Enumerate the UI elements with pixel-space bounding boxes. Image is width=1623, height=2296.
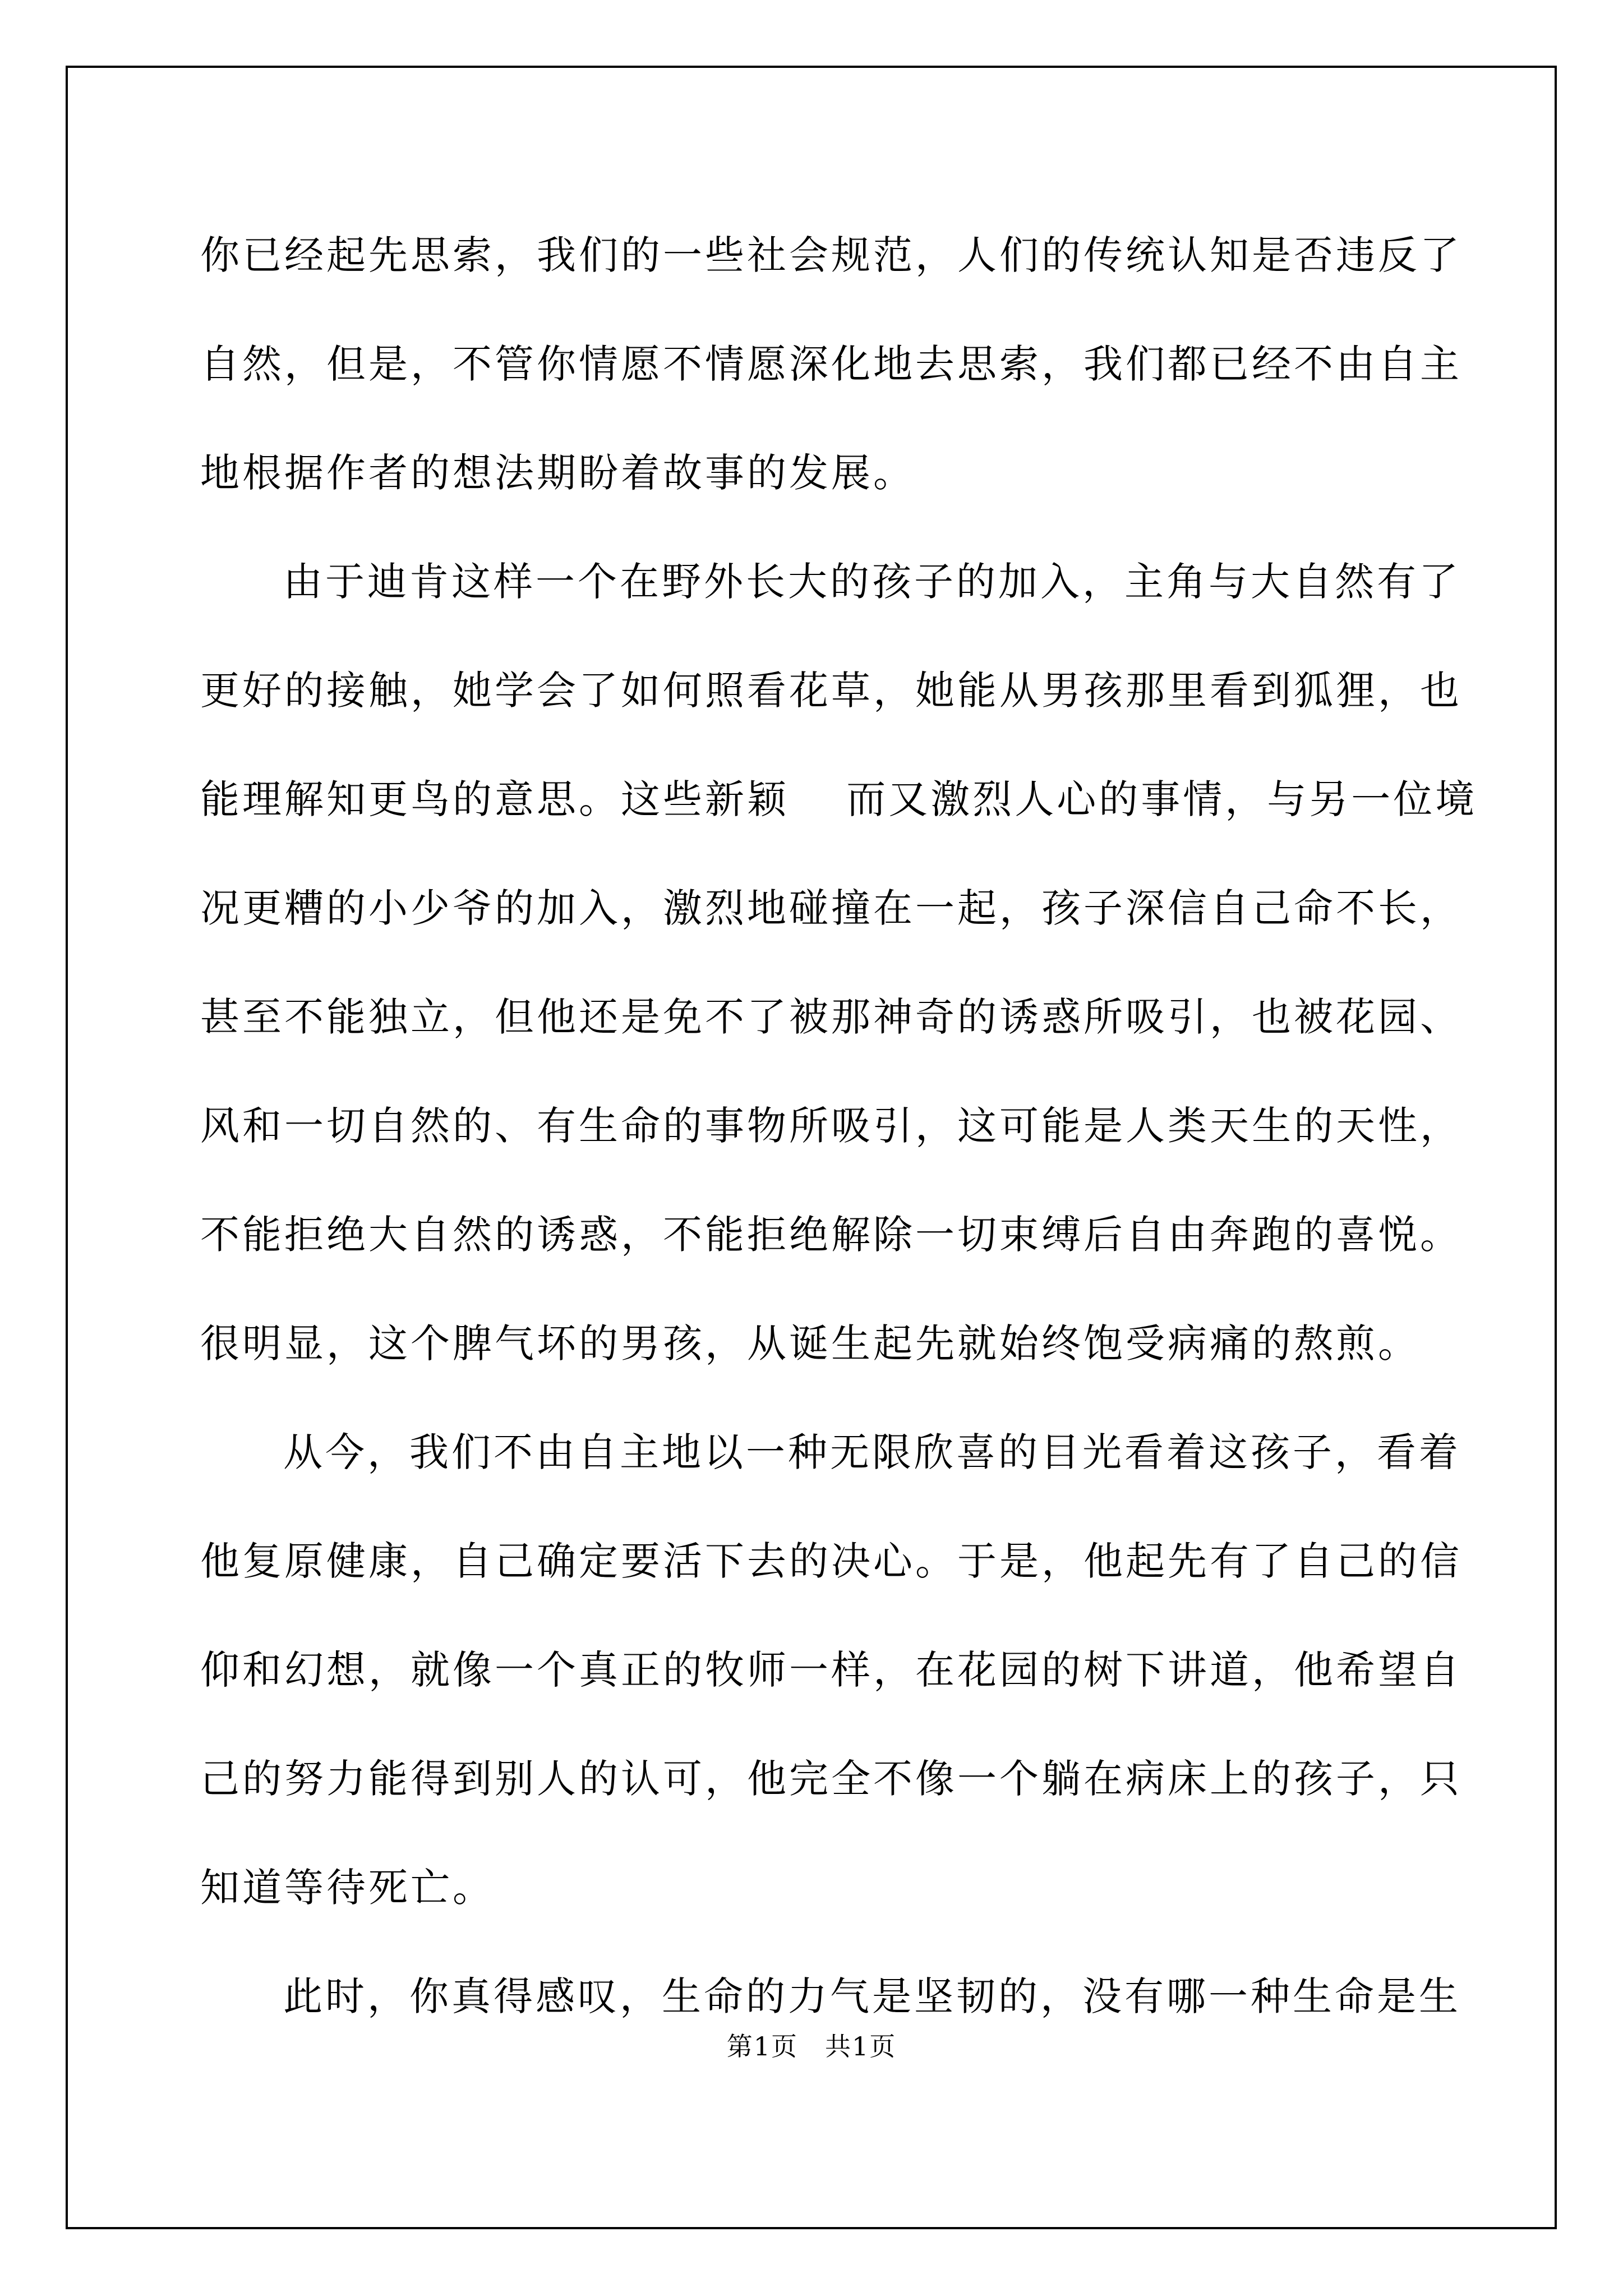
text-line-14: 仰和幻想，就像一个真正的牧师一样，在花园的树下讲道，他希望自 xyxy=(200,1647,1462,1693)
text-line-6: 能理解知更鸟的意思。这些新颖 而又激烈人心的事情，与另一位境 xyxy=(200,776,1478,822)
text-line-2: 自然，但是，不管你情愿不情愿深化地去思索，我们都已经不由自主 xyxy=(200,341,1462,387)
text-line-13: 他复原健康，自己确定要活下去的决心。于是，他起先有了自己的信 xyxy=(200,1538,1462,1584)
text-line-10: 不能拒绝大自然的诱惑，不能拒绝解除一切束缚后自由奔跑的喜悦。 xyxy=(200,1212,1462,1258)
text-line-17: 此时，你真得感叹，生命的力气是坚韧的，没有哪一种生命是生 xyxy=(283,1973,1461,2019)
document-body xyxy=(200,201,1478,2051)
page-number-footer: 第1页 共1页 xyxy=(726,2031,897,2062)
text-line-11: 很明显，这个脾气坏的男孩，从诞生起先就始终饱受病痛的熬煎。 xyxy=(200,1320,1420,1366)
text-line-7: 况更糟的小少爷的加入，激烈地碰撞在一起，孩子深信自己命不长， xyxy=(200,885,1462,931)
text-line-3: 地根据作者的想法期盼着故事的发展。 xyxy=(200,450,915,496)
text-line-12: 从今，我们不由自主地以一种无限欣喜的目光看着这孩子，看着 xyxy=(283,1429,1461,1475)
text-line-16: 知道等待死亡。 xyxy=(200,1865,495,1911)
text-line-15: 己的努力能得到别人的认可，他完全不像一个躺在病床上的孩子，只 xyxy=(200,1756,1462,1802)
text-line-5: 更好的接触，她学会了如何照看花草，她能从男孩那里看到狐狸，也 xyxy=(200,668,1462,714)
text-line-8: 甚至不能独立，但他还是免不了被那神奇的诱惑所吸引，也被花园、 xyxy=(200,994,1462,1040)
text-line-1: 你已经起先思索，我们的一些社会规范，人们的传统认知是否违反了 xyxy=(200,232,1462,278)
text-line-9: 风和一切自然的、有生命的事物所吸引，这可能是人类天生的天性， xyxy=(200,1103,1462,1149)
text-line-4: 由于迪肯这样一个在野外长大的孩子的加入，主角与大自然有了 xyxy=(283,559,1461,605)
